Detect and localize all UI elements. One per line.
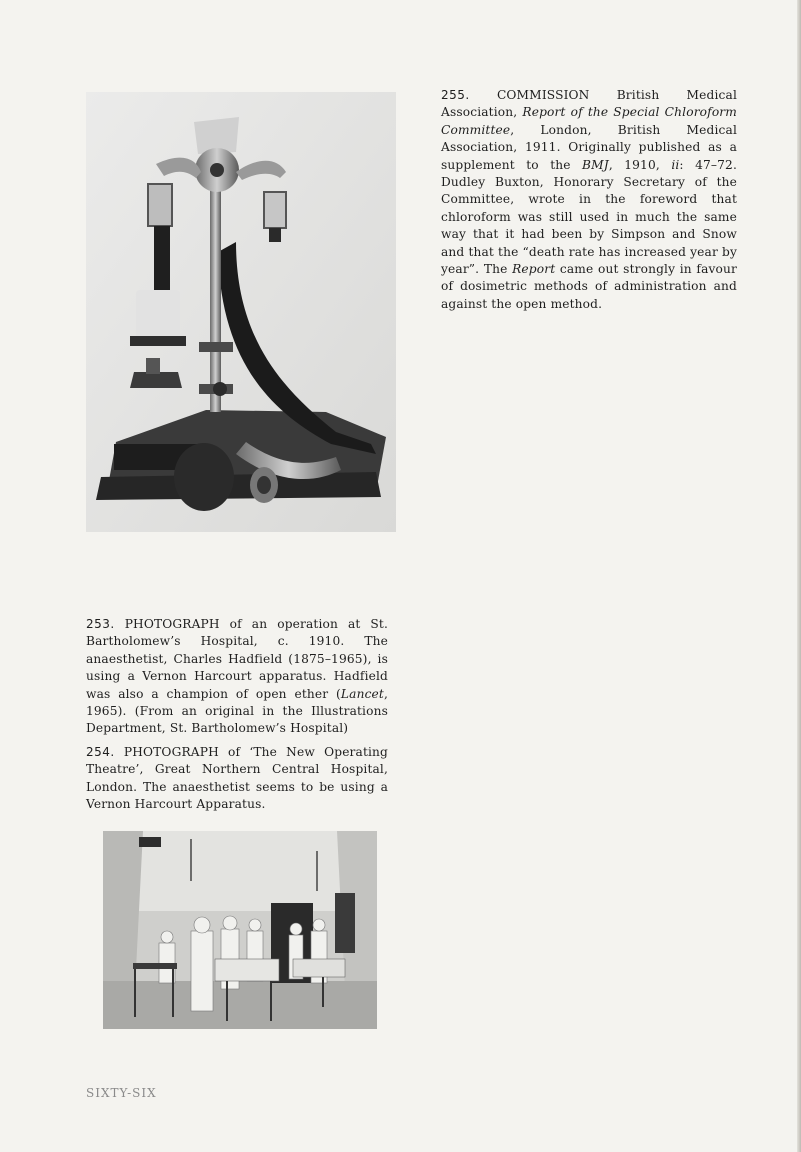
caption-254 <box>86 744 388 814</box>
report-title: Report of the Special Chloroform Committee <box>441 105 737 137</box>
journal-title: BMJ <box>582 157 609 172</box>
caption-text: , 1965). (From an original in the Illustrations Department, St. Bartholomew’s Hospital) <box>86 686 388 736</box>
operating-theatre-photograph <box>103 831 377 1029</box>
caption-text: PHOTOGRAPH of an operation at St. Bartholomew’s Hospital, c. 1910. The anaesthetist, Charles Hadfield (1875–1965), is using a Vernon Harcourt apparatus. Hadfield was also a champion of open ether ( <box>86 617 388 701</box>
caption-number: 253. <box>86 617 115 631</box>
caption-text: PHOTOGRAPH of ‘The New Operating Theatre’, Great Northern Central Hospital, London. The anaesthetist seems to be using a Vernon Harcourt Apparatus. <box>86 745 388 812</box>
journal-title: Lancet <box>340 686 384 701</box>
caption-text: , 1910, <box>608 157 672 172</box>
caption-253 <box>86 616 388 738</box>
caption-255 <box>441 87 737 313</box>
caption-text: : 47–72. Dudley Buxton, Honorary Secretary of the Committee, wrote in the foreword that chloroform was still used in much the same way that it had been by Simpson and Snow and that the “death rate has increased year by year”. The <box>441 157 737 277</box>
page-folio: SIXTY-SIX <box>86 1086 157 1100</box>
caption-number: 254. <box>86 745 115 759</box>
page-edge <box>797 0 801 1152</box>
caption-text: came out strongly in favour of dosimetric methods of administration and against the open method. <box>441 262 737 311</box>
report-word: Report <box>512 262 556 277</box>
caption-text: , London, British Medical Association, 1911. Originally published as a supplement to the <box>441 122 737 172</box>
apparatus-photograph <box>86 92 396 532</box>
caption-text: COMMISSION British Medical Association, <box>441 88 737 120</box>
caption-number: 255. <box>441 88 470 102</box>
volume-number: ii <box>671 157 680 172</box>
